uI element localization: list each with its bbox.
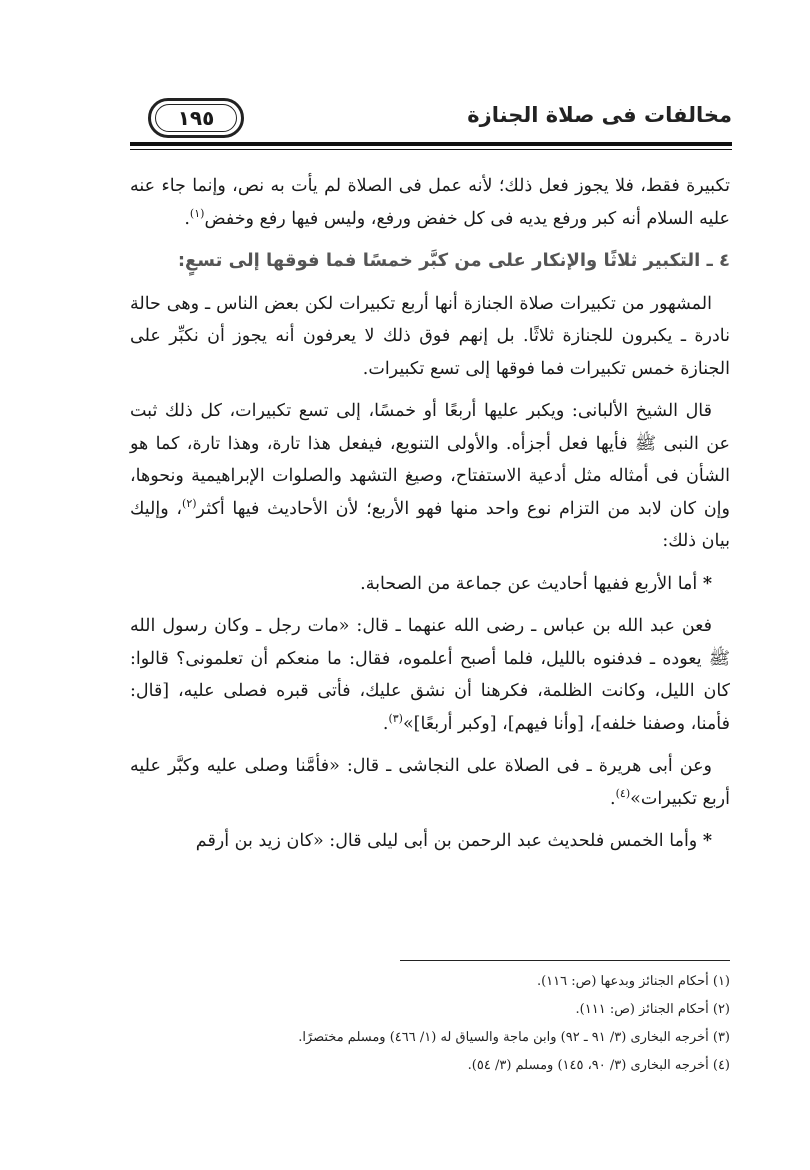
header-rule-thin	[130, 149, 732, 150]
bullet-star-2: *	[702, 831, 712, 851]
paragraph-6-end: .	[610, 788, 616, 809]
page-number: ١٩٥	[177, 106, 215, 130]
paragraph-1-end: .	[184, 208, 190, 229]
footnote-divider	[400, 960, 730, 961]
paragraph-1-text: تكبيرة فقط، فلا يجوز فعل ذلك؛ لأنه عمل فى الصلاة لم يأت به نص، وإنما جاء عنه عليه السلام أنه كبر ورفع يديه فى كل خفض ورفع، وليس فيها رفع وخفض	[130, 176, 730, 229]
paragraph-3-end: ، وإليك بيان ذلك:	[130, 498, 730, 551]
footnotes	[130, 968, 730, 1080]
paragraph-5	[130, 610, 730, 740]
paragraph-4	[130, 568, 730, 601]
paragraph-3-text: قال الشيخ الألبانى: ويكبر عليها أربعًا أو خمسًا، إلى تسع تكبيرات، كل ذلك ثبت عن النبى ﷺ فأيها فعل أجزأه. والأولى التنويع، فيفعل هذا تارة، وهذا تارة، كما هو الشأن فى أمثاله مثل أدعية الاستفتاح، وصيغ التشهد والصلوات الإبراهيمية ونحوها، وإن كان لابد من التزام نوع واحد منها فهو الأربع؛ لأن الأحاديث فيها أكثر	[130, 401, 730, 519]
footnote-2: (٢) أحكام الجنائز (ص: ١١١).	[575, 1002, 730, 1017]
footnote-3: (٣) أخرجه البخارى (٣/ ٩١ ـ ٩٢) وابن ماجة والسياق له (١/ ٤٦٦) ومسلم مختصرًا.	[298, 1030, 730, 1045]
main-text	[130, 170, 730, 858]
section-heading: ٤ ـ التكبير ثلاثًا والإنكار على من كبَّر خمسًا فما فوقها إلى تسعٍ:	[177, 250, 730, 271]
footnote-ref-4: (٤)	[615, 786, 631, 800]
paragraph-6-text: وعن أبى هريرة ـ فى الصلاة على النجاشى ـ قال: «فأمَّنا وصلى عليه وكبَّر عليه أربع تكبيرات»	[130, 756, 730, 809]
footnote-ref-3: (٣)	[388, 711, 403, 725]
header-rule-thick	[130, 142, 732, 146]
paragraph-2: المشهور من تكبيرات صلاة الجنازة أنها أربع تكبيرات لكن بعض الناس ـ وهى حالة نادرة ـ يكبرون للجنازة ثلاثًا. بل إنهم فوق ذلك لا يعرفون أنه يجوز أن نكبِّر على الجنازة خمس تكبيرات فما فوقها إلى تسع تكبيرات.	[130, 293, 730, 379]
paragraph-4-text: أما الأربع ففيها أحاديث عن جماعة من الصحابة.	[360, 573, 698, 594]
paragraph-3	[130, 395, 730, 558]
page-number-badge	[148, 98, 244, 138]
paragraph-5-text: فعن عبد الله بن عباس ـ رضى الله عنهما ـ قال: «مات رجل ـ وكان رسول الله ﷺ يعوده ـ فدفنوه بالليل، فلما أصبح أعلموه، فقال: ما منعكم أن تعلمونى؟ قالوا: كان الليل، وكانت الظلمة، فكرهنا أن نشق عليك، فأتى قبره فصلى عليه، [قال: فأمنا، وصفنا خلفه]، [وأنا فيهم]، [وكبر أربعًا]»	[130, 616, 730, 734]
running-title: مخالفات فى صلاة الجنازة	[467, 103, 732, 127]
footnote-1: (١) أحكام الجنائز وبدعها (ص: ١١٦).	[536, 974, 730, 989]
paragraph-7-text: وأما الخمس فلحديث عبد الرحمن بن أبى ليلى قال: «كان زيد بن أرقم	[195, 831, 698, 851]
footnote-4: (٤) أخرجه البخارى (٣/ ٩٠، ١٤٥) ومسلم (٣/ ٥٤).	[467, 1058, 730, 1073]
bullet-star-1: *	[702, 573, 712, 594]
paragraph-1	[130, 170, 730, 235]
paragraph-7	[130, 825, 730, 858]
footnote-ref-1: (١)	[189, 206, 205, 220]
footnote-ref-2: (٢)	[182, 496, 197, 510]
paragraph-5-end: .	[382, 713, 389, 734]
paragraph-6	[130, 750, 730, 815]
